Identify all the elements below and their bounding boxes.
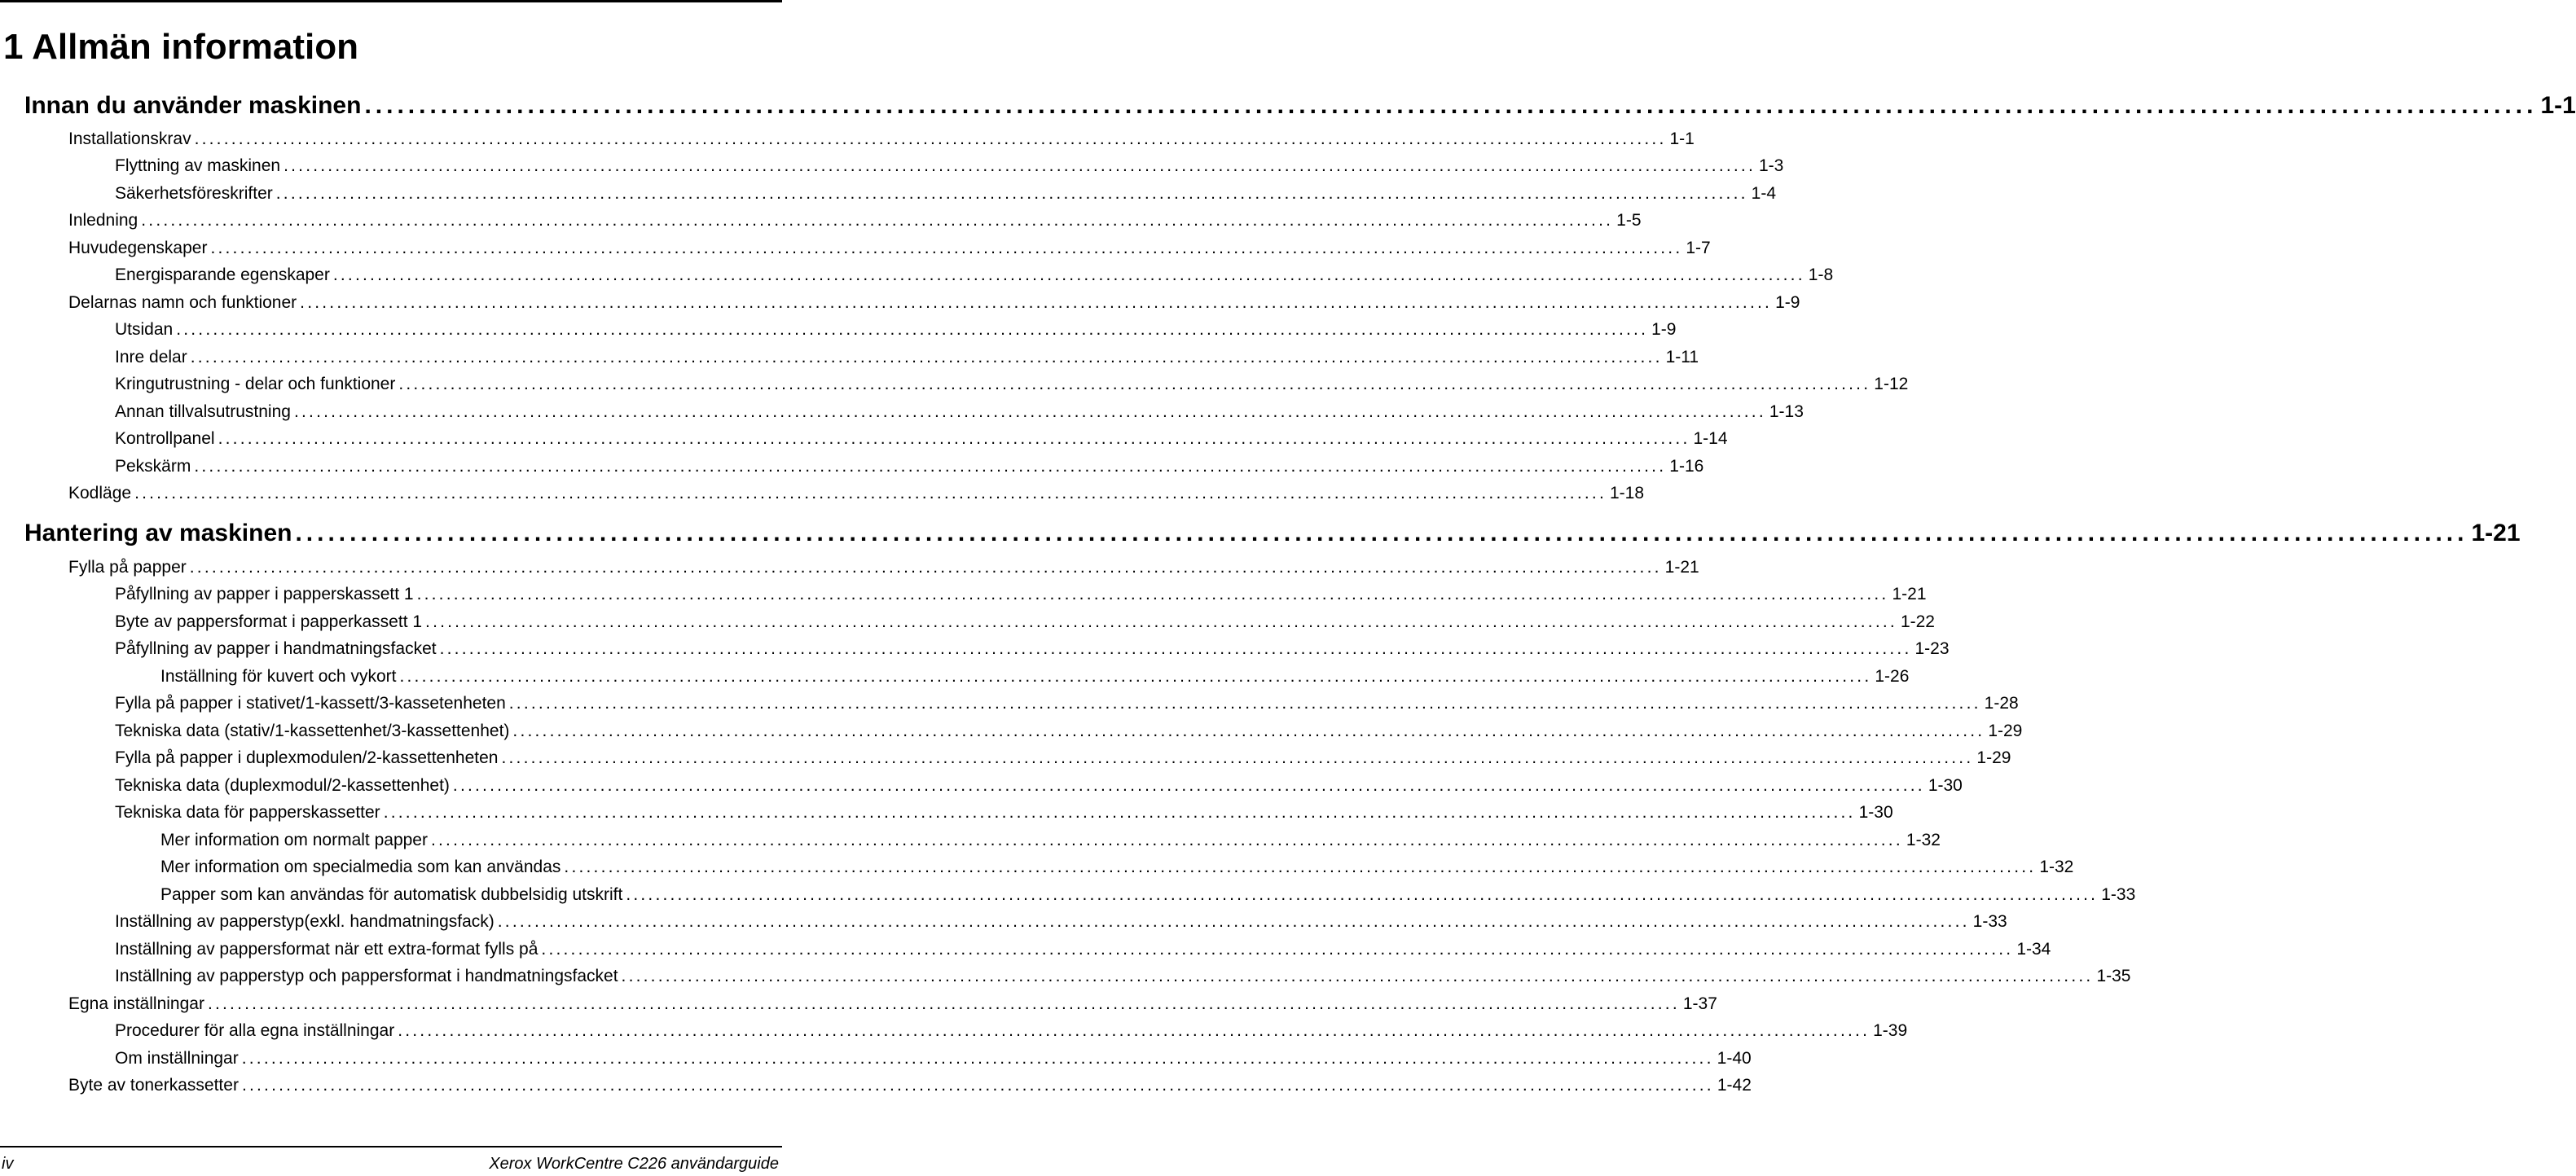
dot-leader: ........................................................................................................................................................................................................ [364,92,2538,119]
dot-leader: ........................................................................................................................................................................................................ [430,831,1903,849]
entry-page: 1-21 [1664,558,1699,577]
dot-leader: ........................................................................................................................................................................................................ [332,265,1805,284]
toc-entry[interactable] [115,1020,1908,1042]
entry-label: Påfyllning av papper i handmatningsfacket [115,639,437,658]
entry-page: 1-16 [1669,457,1704,476]
toc-entry[interactable] [68,128,1695,151]
toc-entry[interactable] [160,884,2136,906]
top-rule [0,0,782,2]
toc-entry[interactable] [68,237,1711,260]
entry-label: Fylla på papper [68,558,187,577]
entry-page: 1-32 [2039,858,2074,876]
dot-leader: ........................................................................................................................................................................................................ [439,639,1912,658]
entry-page: 1-18 [1609,484,1645,502]
entry-label: Kringutrustning - delar och funktioner [115,375,396,393]
entry-label: Inledning [68,211,138,230]
footer-guide-title: Xerox WorkCentre C226 användarguide [489,1155,779,1173]
toc-entry[interactable] [68,292,1800,314]
toc-entry[interactable] [68,1074,1752,1097]
entry-page: 1-13 [1769,402,1804,421]
dot-leader: ........................................................................................................................................................................................................ [398,375,1871,393]
toc-entry[interactable] [68,482,1645,505]
entry-page: 1-1 [1669,129,1695,148]
section-title: Hantering av maskinen [24,520,292,546]
entry-page: 1-9 [1775,293,1800,312]
toc-section[interactable] [24,517,2521,550]
entry-page: 1-37 [1682,994,1717,1013]
entry-page: 1-33 [2101,885,2136,904]
toc-entry[interactable] [115,428,1728,450]
entry-label: Mer information om specialmedia som kan användas [160,858,561,876]
entry-label: Inställning av papperstyp(exkl. handmatningsfack) [115,912,495,931]
toc-entry[interactable] [115,638,1950,660]
toc-entry[interactable] [115,801,1893,824]
entry-label: Kontrollpanel [115,429,215,448]
dot-leader: ........................................................................................................................................................................................................ [501,748,1974,767]
section-title: Innan du använder maskinen [24,92,362,119]
entry-page: 1-28 [1984,694,2019,713]
entry-label: Tekniska data (stativ/1-kassettenhet/3-kassettenhet) [115,722,510,740]
toc-entry[interactable] [115,774,1963,797]
entry-label: Huvudegenskaper [68,239,208,257]
dot-leader: ........................................................................................................................................................................................................ [452,776,1925,795]
entry-page: 1-14 [1693,429,1728,448]
entry-page: 1-40 [1717,1049,1752,1068]
entry-label: Utsidan [115,320,174,339]
dot-leader: ........................................................................................................................................................................................................ [541,940,2014,959]
toc-entry[interactable] [115,938,2051,961]
toc-entry[interactable] [68,993,1717,1016]
dot-leader: ........................................................................................................................................................................................................ [190,348,1663,366]
toc-entry[interactable] [115,911,2007,933]
entry-label: Kodläge [68,484,132,502]
dot-leader: ........................................................................................................................................................................................................ [383,803,1856,822]
footer-page-number: iv [2,1155,14,1173]
entry-label: Papper som kan användas för automatisk dubbelsidig utskrift [160,885,623,904]
entry-page: 1-29 [1976,748,2011,767]
entry-page: 1-5 [1616,211,1642,230]
dot-leader: ........................................................................................................................................................................................................ [176,320,1649,339]
entry-page: 1-11 [1665,348,1699,366]
entry-page: 1-8 [1808,265,1834,284]
toc-entry[interactable] [115,182,1777,205]
entry-label: Byte av tonerkassetter [68,1076,239,1095]
dot-leader: ........................................................................................................................................................................................................ [293,402,1766,421]
entry-page: 1-30 [1858,803,1893,822]
entry-label: Inställning av papperstyp och pappersformat i handmatningsfacket [115,967,618,985]
entry-page: 1-12 [1874,375,1909,393]
entry-label: Fylla på papper i duplexmodulen/2-kassettenheten [115,748,499,767]
toc-entry[interactable] [115,373,1909,396]
entry-page: 1-26 [1875,667,1910,686]
toc-entry[interactable] [160,665,1910,688]
dot-leader: ........................................................................................................................................................................................................ [508,694,1981,713]
dot-leader: ........................................................................................................................................................................................................ [621,967,2094,985]
entry-label: Tekniska data (duplexmodul/2-kassettenhet) [115,776,450,795]
dot-leader: ........................................................................................................................................................................................................ [189,558,1662,577]
bottom-rule [0,1146,782,1147]
toc-entry[interactable] [68,209,1642,232]
dot-leader: ........................................................................................................................................................................................................ [218,429,1690,448]
dot-leader: ........................................................................................................................................................................................................ [241,1049,1714,1068]
toc-entry[interactable] [115,583,1927,606]
entry-label: Procedurer för alla egna inställningar [115,1021,395,1040]
section-page: 1-21 [2471,520,2521,546]
dot-leader: ........................................................................................................................................................................................................ [141,211,1614,230]
entry-page: 1-35 [2096,967,2131,985]
toc-entry[interactable] [115,965,2131,988]
dot-leader: ........................................................................................................................................................................................................ [416,585,1889,603]
entry-label: Mer information om normalt papper [160,831,428,849]
entry-page: 1-34 [2016,940,2051,959]
dot-leader: ........................................................................................................................................................................................................ [398,1021,1870,1040]
entry-label: Inställning för kuvert och vykort [160,667,397,686]
toc-entry[interactable] [115,318,1677,341]
dot-leader: ........................................................................................................................................................................................................ [300,293,1773,312]
toc-entry[interactable] [115,747,2011,770]
dot-leader: ........................................................................................................................................................................................................ [284,156,1756,175]
entry-label: Tekniska data för papperskassetter [115,803,380,822]
dot-leader: ........................................................................................................................................................................................................ [275,184,1748,203]
toc-entry[interactable] [160,829,1941,852]
entry-page: 1-9 [1651,320,1677,339]
entry-page: 1-32 [1906,831,1941,849]
entry-label: Annan tillvalsutrustning [115,402,291,421]
entry-page: 1-30 [1928,776,1963,795]
entry-label: Delarnas namn och funktioner [68,293,297,312]
dot-leader: ........................................................................................................................................................................................................ [194,129,1667,148]
toc-entry[interactable] [115,401,1804,423]
section-page: 1-1 [2540,92,2576,119]
dot-leader: ........................................................................................................................................................................................................ [626,885,2099,904]
entry-label: Inre delar [115,348,187,366]
chapter-title: 1 Allmän information [3,27,358,67]
entry-page: 1-39 [1873,1021,1908,1040]
toc-entry[interactable] [160,856,2074,879]
dot-leader: ........................................................................................................................................................................................................ [512,722,1985,740]
entry-label: Byte av pappersformat i papperkassett 1 [115,612,423,631]
entry-label: Säkerhetsföreskrifter [115,184,273,203]
entry-page: 1-22 [1900,612,1935,631]
entry-label: Egna inställningar [68,994,204,1013]
entry-label: Flyttning av maskinen [115,156,281,175]
entry-label: Inställning av pappersformat när ett extra-format fylls på [115,940,538,959]
entry-label: Pekskärm [115,457,191,476]
toc-entry[interactable] [115,1047,1752,1070]
dot-leader: ........................................................................................................................................................................................................ [425,612,1897,631]
entry-label: Fylla på papper i stativet/1-kassett/3-kassetenheten [115,694,506,713]
entry-label: Installationskrav [68,129,191,148]
entry-page: 1-42 [1717,1076,1752,1095]
dot-leader: ........................................................................................................................................................................................................ [194,457,1667,476]
entry-label: Om inställningar [115,1049,239,1068]
entry-page: 1-21 [1892,585,1927,603]
toc-entry[interactable] [115,346,1699,369]
toc-entry[interactable] [115,611,1935,634]
dot-leader: ........................................................................................................................................................................................................ [241,1076,1714,1095]
entry-page: 1-4 [1751,184,1777,203]
dot-leader: ........................................................................................................................................................................................................ [564,858,2037,876]
dot-leader: ........................................................................................................................................................................................................ [207,994,1680,1013]
toc-section[interactable] [24,90,2576,122]
toc-entry[interactable] [115,264,1834,287]
entry-page: 1-33 [1972,912,2007,931]
dot-leader: ........................................................................................................................................................................................................ [399,667,1872,686]
toc-entry[interactable] [68,556,1699,579]
toc-entry[interactable] [115,155,1784,178]
entry-page: 1-29 [1988,722,2023,740]
entry-page: 1-3 [1759,156,1784,175]
dot-leader: ........................................................................................................................................................................................................ [210,239,1683,257]
dot-leader: ........................................................................................................................................................................................................ [295,520,2468,546]
dot-leader: ........................................................................................................................................................................................................ [134,484,1607,502]
toc-entry[interactable] [115,720,2023,743]
dot-leader: ........................................................................................................................................................................................................ [497,912,1970,931]
entry-page: 1-7 [1686,239,1711,257]
toc-entry[interactable] [115,692,2019,715]
entry-page: 1-23 [1914,639,1950,658]
toc-entry[interactable] [115,455,1704,478]
entry-label: Energisparande egenskaper [115,265,330,284]
entry-label: Påfyllning av papper i papperskassett 1 [115,585,414,603]
